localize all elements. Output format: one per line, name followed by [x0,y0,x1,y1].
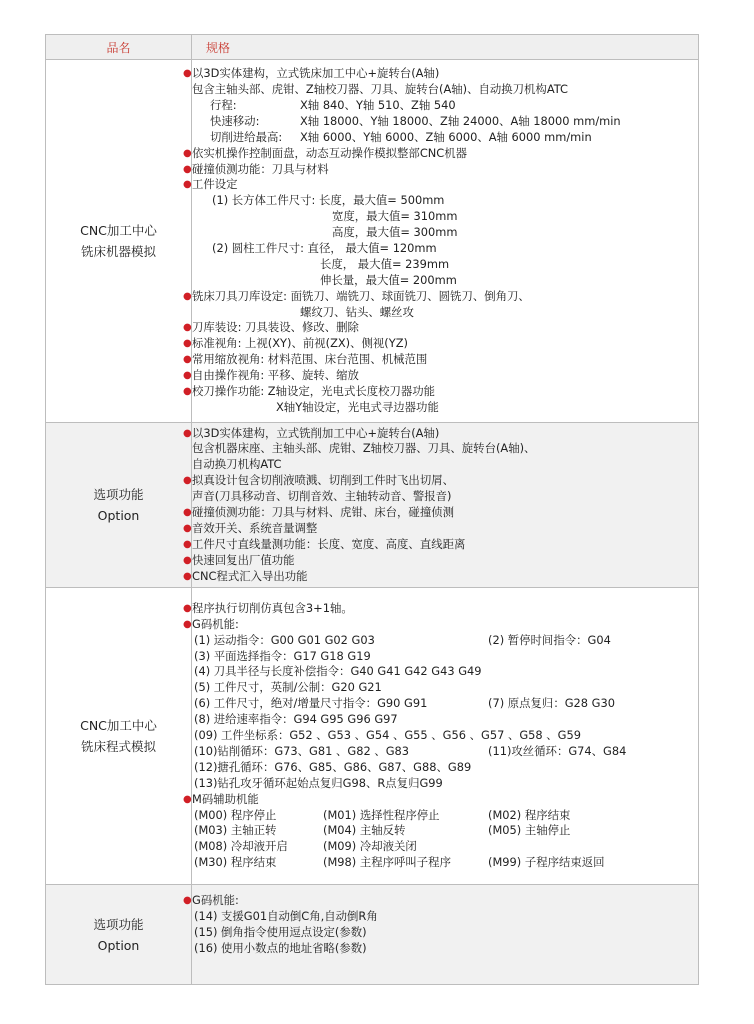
product-name [46,588,192,885]
spec-line: (1) 运动指令：G00 G01 G02 G03 (2) 暂停时间指令：G04 [194,632,611,647]
list-item: ● 标准视角: 上视(XY)、前视(ZX)、侧视(YZ) [183,336,408,351]
spec-line: (10)钻削循环：G73、G81 、G82 、G83 (11)攻丝循环：G74、G84 [194,743,627,758]
product-name-line: Option [97,508,140,523]
list-item: ● 碰撞侦测功能：刀具与材料 [183,161,329,176]
spec-line: (5) 工件尺寸，英制/公制：G20 G21 [194,680,382,695]
bullet-icon: ● [183,602,192,614]
table-header-row [46,35,699,60]
list-item: ● 自由操作视角: 平移、旋转、缩放 [183,368,359,383]
bullet-icon: ● [183,386,192,398]
product-name-line: 铣床程式模拟 [80,739,156,754]
bullet-icon: ● [183,618,192,630]
spec-line: 包含机器床座、主轴头部、虎钳、Z轴校刀器、刀具、旋转台(A轴)、 [192,441,536,456]
spec-line: 自动换刀机构ATC [192,457,282,472]
spec-line: (M03) 主轴正转 (M04) 主轴反转 (M05) 主轴停止 [194,823,571,838]
spec-line: (09) 工件坐标系：G52 、G53 、G54 、G55 、G56 、G57 、G58 、G59 [194,728,581,743]
list-item: ● 程序执行切削仿真包含3+1轴。 [183,600,353,615]
product-name [46,885,192,985]
spec-cell [183,60,699,423]
spec-line: (3) 平面选择指令：G17 G18 G19 [194,648,371,663]
list-item: ● 刀库装设: 刀具装设、修改、删除 [183,320,359,335]
list-item: ● G码机能: [183,893,239,907]
header-name: 品名 [46,35,192,60]
spec-line: (M30) 程序结束 (M98) 主程序呼叫子程序 (M99) 子程序结束返回 [194,855,605,870]
bullet-icon: ● [183,290,192,302]
list-item: ● 碰撞侦测功能：刀具与材料、虎钳、床台，碰撞侦测 [183,505,454,519]
spec-line: (1) 长方体工件尺寸: 长度，最大值= 500mm [212,193,445,208]
product-name-line: 选项功能 [93,916,144,932]
spec-line: 宽度，最大值= 310mm [332,209,458,224]
list-item: ● 工件尺寸直线量测功能：长度、宽度、高度、直线距离 [183,536,466,551]
list-item: ● G码机能: [183,616,239,631]
list-item: ● 快速回复出厂值功能 [183,552,295,567]
spec-line: (2) 圆柱工件尺寸: 直径， 最大值= 120mm [212,241,437,255]
bullet-icon: ● [183,163,192,175]
spec-line: (M08) 冷却液开启 (M09) 冷却液关闭 [194,839,417,854]
spec-line: 快速移动: X轴 18000、Y轴 18000、Z轴 24000、A轴 18000 mm/min [210,113,621,128]
spec-line: X轴Y轴设定，光电式寻边器功能 [276,399,439,414]
spec-line: (14) 支援G01自动倒C角,自动倒R角 [194,908,378,923]
spec-line: 螺纹刀、钻头、螺丝攻 [300,304,414,319]
product-name [46,60,192,423]
bullet-icon: ● [183,554,192,566]
list-item: ● CNC程式汇入导出功能 [183,568,308,583]
bullet-icon: ● [183,538,192,550]
bullet-icon: ● [183,507,192,518]
spec-table [45,34,699,985]
bullet-icon: ● [183,338,192,350]
spec-line: (15) 倒角指令使用逗点设定(参数) [194,924,367,939]
product-name-line: 铣床机器模拟 [80,244,156,259]
product-name-line: CNC加工中心 [80,223,157,238]
spec-line: (16) 使用小数点的地址省略(参数) [194,940,367,955]
spec-line: 高度，最大值= 300mm [332,225,458,240]
spec-line: (4) 刀具半径与长度补偿指令：G40 G41 G42 G43 G49 [194,664,482,679]
bullet-icon: ● [183,370,192,382]
list-item: ● 常用缩放视角: 材料范围、床台范围、机械范围 [183,352,428,367]
bullet-icon: ● [183,322,192,334]
bullet-icon: ● [183,570,192,582]
spec-line: 行程: X轴 840、Y轴 510、Z轴 540 [210,97,456,112]
spec-line: 声音(刀具移动音、切削音效、主轴转动音、警报音) [192,489,452,504]
spec-line: (8) 进给速率指令：G94 G95 G96 G97 [194,712,398,727]
bullet-icon: ● [183,522,192,534]
bullet-icon: ● [183,475,192,487]
list-item: ● 拟真设计包含切削液喷溅、切削到工件时飞出切屑、 [183,473,454,488]
list-item: ● 依实机操作控制面盘，动态互动操作模拟整部CNC机器 [183,145,468,160]
list-item: ● 校刀操作功能: Z轴设定，光电式长度校刀器功能 [183,384,436,399]
bullet-icon: ● [183,427,192,439]
bullet-icon: ● [183,179,192,191]
spec-line: (13)钻孔攻牙循环起始点复归G98、R点复归G99 [194,775,443,790]
list-item: ● 工件设定 [183,177,238,192]
header-spec: 规格 [192,35,699,60]
list-item: 包含主轴头部、虎钳、Z轴校刀器、刀具、旋转台(A轴)、自动换刀机构ATC [192,82,568,97]
spec-line: 切削进给最高: X轴 6000、Y轴 6000、Z轴 6000、A轴 6000 mm/min [210,129,592,144]
spec-line: (12)搪孔循环：G76、G85、G86、G87、G88、G89 [194,759,472,774]
list-item: ● 音效开关、系统音量调整 [183,520,318,535]
table-row [46,885,699,985]
bullet-icon: ● [183,793,192,805]
table-row [46,60,699,423]
product-name [46,423,192,588]
bullet-icon: ● [183,147,192,159]
table-row [46,588,699,885]
product-name-line: CNC加工中心 [80,718,157,733]
spec-line: (6) 工件尺寸，绝对/增量尺寸指令：G90 G91 (7) 原点复归：G28 G30 [194,696,615,711]
spec-cell [183,885,699,985]
product-name-line: Option [97,937,140,953]
spec-cell [183,588,699,885]
table-row [46,423,699,588]
product-name-line: 选项功能 [93,487,144,502]
list-item: ● 铣床刀具刀库设定: 面铣刀、端铣刀、球面铣刀、圆铣刀、倒角刀、 [183,288,530,303]
list-item: ● 以3D实体建构，立式铣床加工中心+旋转台(A轴) [183,66,440,81]
bullet-icon: ● [183,354,192,366]
spec-line: (M00) 程序停止 (M01) 选择性程序停止 (M02) 程序结束 [194,807,571,822]
bullet-icon: ● [183,895,192,906]
spec-cell [183,423,699,588]
spec-line: 长度， 最大值= 239mm [320,256,450,271]
spec-line: 伸长量，最大值= 200mm [320,272,457,287]
bullet-icon: ● [183,68,192,80]
list-item: ● 以3D实体建构，立式铣削加工中心+旋转台(A轴) [183,425,440,440]
list-item: ● M码辅助机能 [183,791,259,806]
